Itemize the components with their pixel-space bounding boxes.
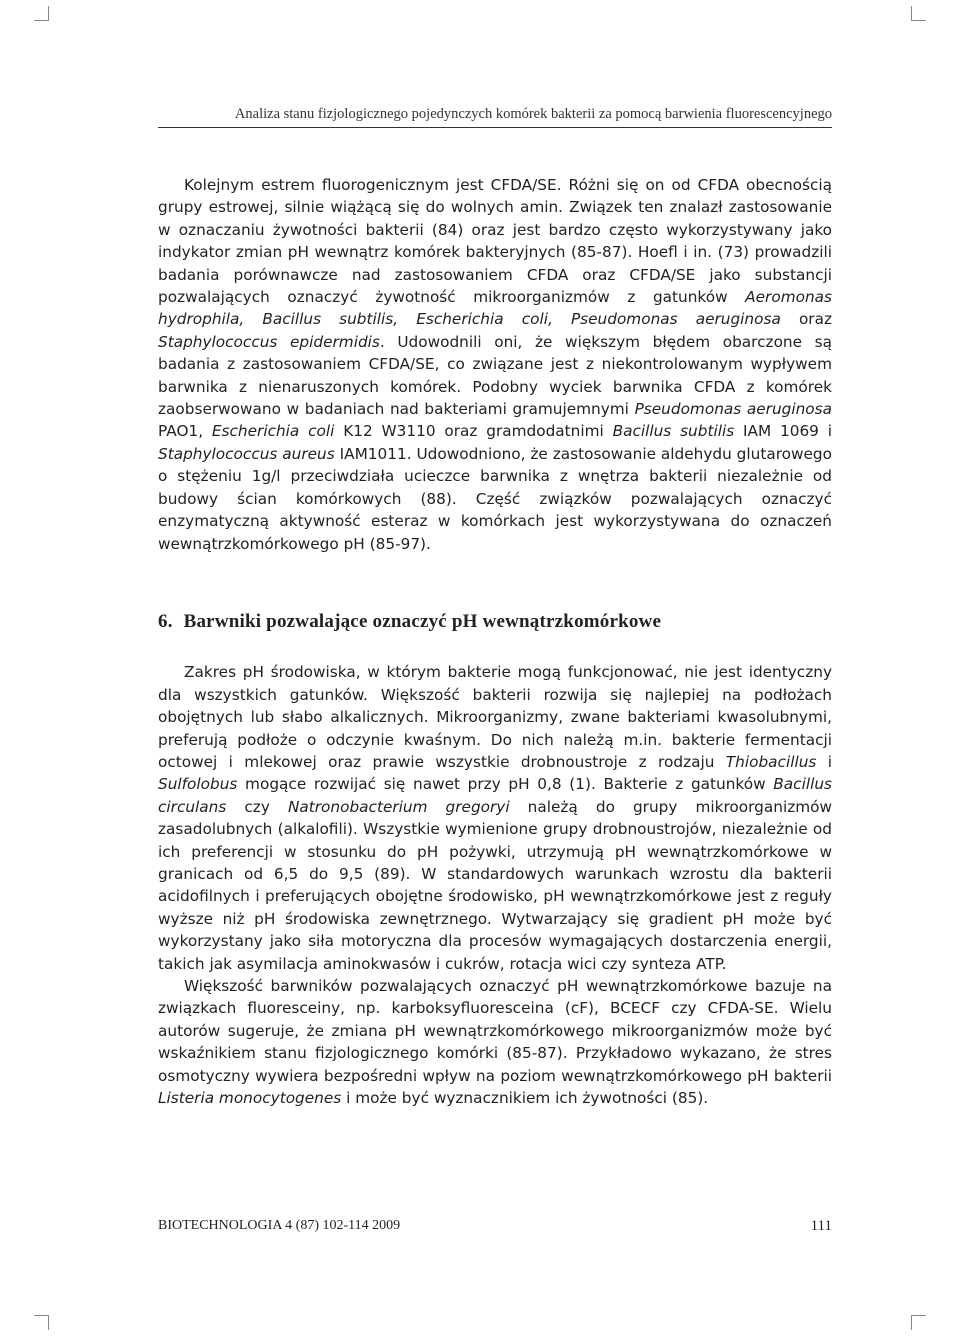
text-run: Kolejnym estrem fluorogenicznym jest CFDA/SE. Różni się on od CFDA obecnością grupy estrowej, silnie wiążącą się do wolnych amin. Związek ten znalazł zastosowanie w oznaczaniu żywotności bakterii (84) oraz jest bardzo często wykorzystywany jako indykator zmian pH wewnątrz komórek bakteryjnych (85-87). Hoefl i in. (73) prowadzili badania porównawcze nad zastosowaniem CFDA oraz CFDA/SE jako substancji pozwalających oznaczyć żywotność mikroorganizmów z gatunków	[158, 176, 832, 307]
italic-taxon: Thiobacillus	[725, 752, 817, 771]
crop-mark-bottom-left	[34, 1315, 49, 1330]
body-paragraphs-top	[158, 174, 832, 555]
text-run: i może być wyznacznikiem ich żywotności (85).	[341, 1089, 709, 1108]
text-run: Zakres pH środowiska, w którym bakterie mogą funkcjonować, nie jest identyczny dla wszystkich gatunków. Większość bakterii rozwija się najlepiej na podłożach obojętnych lub słabo alkalicznych. Mikroorganizmy, zwane bakteriami kwasolubnymi, preferują podłoże o odczynie kwaśnym. Do nich należą m.in. bakterie fermentacji octowej i mlekowej oraz prawie wszystkie drobnoustroje z rodzaju	[158, 663, 832, 771]
text-run: czy	[226, 797, 288, 816]
italic-taxon: Pseudomonas aeruginosa	[634, 400, 833, 419]
italic-taxon: Bacillus subtilis	[612, 422, 735, 441]
section-title: Barwniki pozwalające oznaczyć pH wewnątrzkomórkowe	[183, 610, 662, 632]
italic-taxon: Aeromonas hydrophila, Bacillus subtilis, Escherichia coli, Pseudomonas aeruginosa	[158, 288, 832, 329]
crop-mark-bottom-right	[911, 1315, 926, 1330]
italic-taxon: Sulfolobus	[158, 775, 238, 794]
body-paragraph	[158, 174, 832, 555]
text-run: należą do grupy mikroorganizmów zasadolubnych (alkalofili). Wszystkie wymienione grupy drobnoustrojów, niezależnie od ich preferencji w stosunku do pH pożywki, utrzymują pH wewnątrzkomórkowe w granicach od 6,5 do 9,5 (89). W standardowych warunkach wzrostu dla bakterii acidofilnych i preferujących obojętne środowisko, pH wewnątrzkomórkowe jest z reguły wyższe niż pH środowiska zewnętrznego. Wytwarzający się gradient pH może być wykorzystany jako siła motoryczna dla procesów wymagających dostarczenia energii, takich jak asymilacja aminokwasów i cukrów, rotacja wici czy synteza ATP.	[158, 797, 833, 973]
text-run: IAM1011. Udowodniono, że zastosowanie aldehydu glutarowego o stężeniu 1g/l przeciwdziała ucieczce barwnika z wnętrza bakterii niezależnie od budowy ścian komórkowych (88). Część związków pozwalających oznaczyć enzymatyczną aktywność esteraz w komórkach jest wykorzystywana do oznaczeń wewnątrzkomórkowego pH (85-97).	[158, 444, 832, 553]
body-paragraphs-section	[158, 661, 832, 1109]
body-paragraph	[158, 661, 832, 975]
crop-mark-top-right	[911, 6, 926, 21]
running-head: Analiza stanu fizjologicznego pojedynczych komórek bakterii za pomocą barwienia fluorescencyjnego	[234, 106, 832, 122]
header-rule	[158, 127, 832, 128]
page-number: 111	[810, 1218, 832, 1234]
section-number: 6.	[158, 610, 173, 632]
italic-taxon: Natronobacterium gregoryi	[287, 797, 510, 816]
text-run: K12 W3110 oraz gramdodatnimi	[334, 422, 613, 441]
journal-citation: BIOTECHNOLOGIA 4 (87) 102-114 2009	[158, 1218, 401, 1233]
text-run: mogące rozwijać się nawet przy pH 0,8 (1). Bakterie z gatunków	[237, 775, 774, 794]
text-run: IAM 1069 i	[734, 422, 832, 441]
italic-taxon: Staphylococcus epidermidis	[158, 332, 380, 351]
text-run: Większość barwników pozwalających oznaczyć pH wewnątrzkomórkowe bazuje na związkach fluoresceiny, np. karboksyfluoresceina (cF), BCECF czy CFDA-SE. Wielu autorów sugeruje, że zmiana pH wewnątrzkomórkowego mikroorganizmów może być wskaźnikiem stanu fizjologicznego komórki (85-87). Przykładowo wykazano, że stres osmotyczny wywiera bezpośredni wpływ na poziom wewnątrzkomórkowego pH bakterii	[158, 977, 832, 1085]
page-body	[158, 174, 832, 1109]
italic-taxon: Escherichia coli	[211, 422, 335, 441]
italic-taxon: Bacillus circulans	[158, 775, 832, 816]
italic-taxon: Staphylococcus aureus	[158, 444, 335, 463]
text-run: PAO1,	[158, 422, 212, 441]
italic-taxon: Listeria monocytogenes	[158, 1089, 342, 1108]
text-run: oraz	[780, 310, 832, 329]
text-run: i	[816, 752, 832, 771]
section-heading	[158, 611, 832, 633]
body-paragraph	[158, 975, 832, 1109]
text-run: . Udowodnili oni, że większym błędem obarczone są badania z zastosowaniem CFDA/SE, co związane jest z niekontrolowanym wypływem barwnika z nienaruszonych komórek. Podobny wyciek barwnika CFDA z komórek zaobserwowano w badaniach nad bakteriami gramujemnymi	[158, 332, 832, 419]
crop-mark-top-left	[34, 6, 49, 21]
